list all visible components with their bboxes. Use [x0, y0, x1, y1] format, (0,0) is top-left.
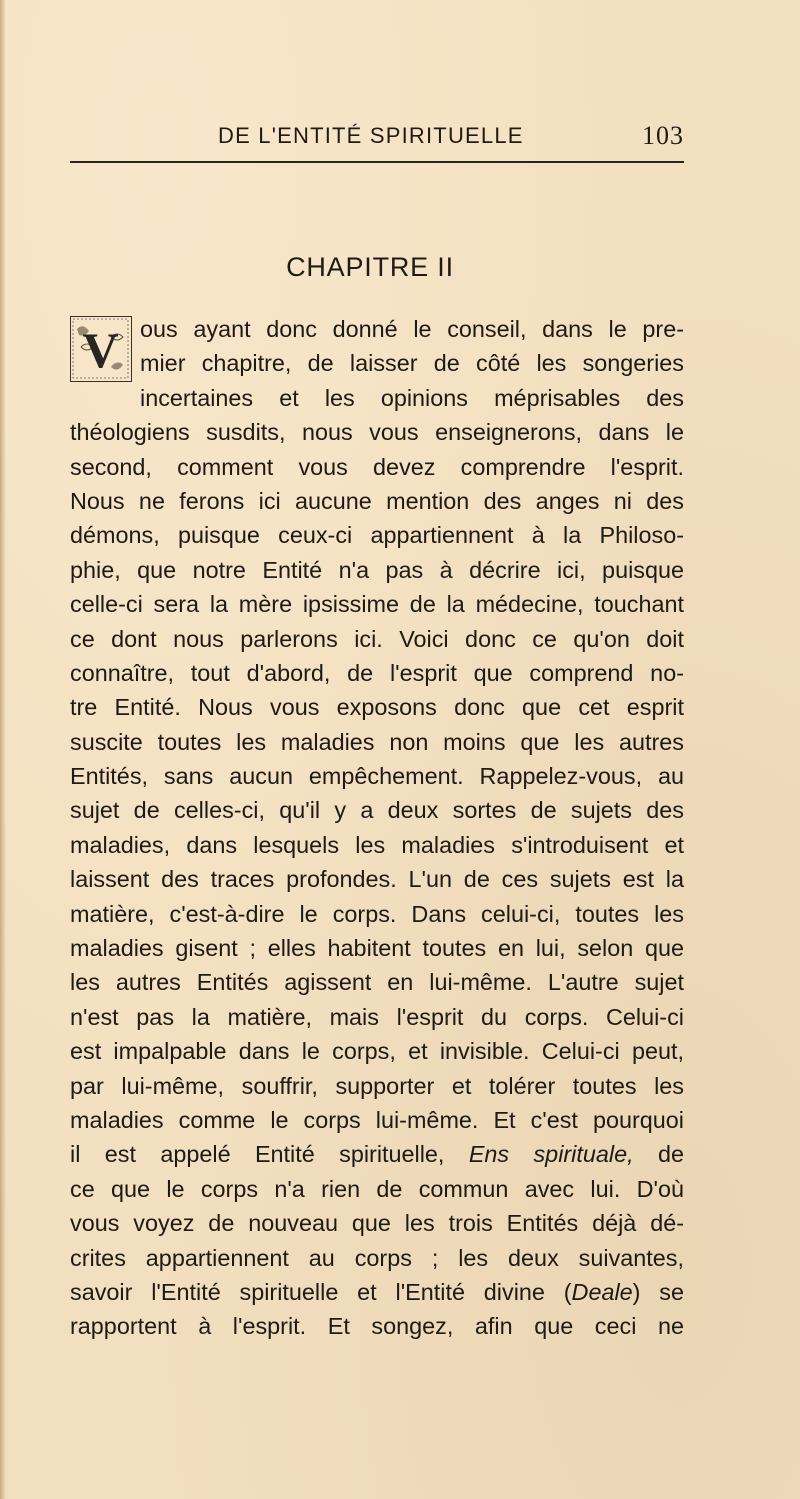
text-line: rapportent à l'esprit. Et songez, afin que ceci ne: [70, 1313, 684, 1340]
text-line: est impalpable dans le corps, et invisible. Celui-ci peut,: [70, 1038, 684, 1065]
text-run: de: [633, 1141, 684, 1168]
text-line: second, comment vous devez comprendre l'esprit.: [70, 453, 684, 480]
text-line: incertaines et les opinions méprisables des: [140, 384, 684, 411]
text-line: ce que le corps n'a rien de commun avec lui. D'où: [70, 1175, 684, 1202]
text-line: ce dont nous parlerons ici. Voici donc ce qu'on doit: [70, 625, 684, 652]
text-line: [70, 1275, 684, 1309]
text-line: tre Entité. Nous vous exposons donc que cet esprit: [70, 694, 684, 721]
text-line: n'est pas la matière, mais l'esprit du corps. Celui-ci: [70, 1003, 684, 1030]
text-line: suscite toutes les maladies non moins que les autres: [70, 728, 684, 755]
latin-term: Ens spirituale,: [468, 1141, 634, 1168]
text-line: laissent des traces profondes. L'un de ces sujets est la: [70, 866, 684, 893]
ornamental-v-icon: [71, 317, 130, 380]
text-line: matière, c'est-à-dire le corps. Dans celui-ci, toutes les: [70, 900, 684, 927]
text-line: connaître, tout d'abord, de l'esprit que comprend no-: [70, 659, 684, 686]
running-header: [70, 121, 684, 163]
page-edge: [0, 0, 6, 1499]
text-line: sujet de celles-ci, qu'il y a deux sortes de sujets des: [70, 797, 684, 824]
text-line: maladies comme le corps lui-même. Et c'est pourquoi: [70, 1106, 684, 1133]
page-number: 103: [642, 121, 684, 150]
body-text: [70, 312, 684, 1344]
latin-term: Deale: [571, 1278, 633, 1305]
text-run: ) se: [632, 1278, 684, 1305]
text-line: phie, que notre Entité n'a pas à décrire ici, puisque: [70, 556, 684, 583]
header-title: DE L'ENTITÉ SPIRITUELLE: [218, 123, 524, 148]
text-line: démons, puisque ceux-ci appartiennent à la Philoso-: [70, 522, 684, 549]
text-line: théologiens susdits, nous vous enseignerons, dans le: [70, 419, 684, 446]
drop-cap-v: [70, 316, 132, 382]
text-line: [70, 1137, 684, 1171]
text-line: ous ayant donc donné le conseil, dans le pre-: [140, 316, 684, 342]
text-line: Entités, sans aucun empêchement. Rappelez-vous, au: [70, 763, 684, 790]
text-line: vous voyez de nouveau que les trois Entités déjà dé-: [70, 1210, 684, 1237]
text-line: crites appartiennent au corps ; les deux suivantes,: [70, 1244, 684, 1271]
text-run: il est appelé Entité spirituelle,: [70, 1141, 469, 1168]
svg-text:V: V: [82, 322, 119, 378]
chapter-heading: CHAPITRE II: [286, 252, 454, 282]
text-line: Nous ne ferons ici aucune mention des anges ni des: [70, 487, 684, 514]
text-run: savoir l'Entité spirituelle et l'Entité divine (: [70, 1278, 572, 1305]
text-line: mier chapitre, de laisser de côté les songeries: [140, 350, 684, 377]
text-line: maladies, dans lesquels les maladies s'introduisent et: [70, 831, 684, 858]
text-line: maladies gisent ; elles habitent toutes en lui, selon que: [70, 935, 684, 962]
text-line: par lui-même, souffrir, supporter et tolérer toutes les: [70, 1072, 684, 1099]
text-line: celle-ci sera la mère ipsissime de la médecine, touchant: [70, 591, 684, 618]
text-line: les autres Entités agissent en lui-même. L'autre sujet: [70, 969, 684, 996]
